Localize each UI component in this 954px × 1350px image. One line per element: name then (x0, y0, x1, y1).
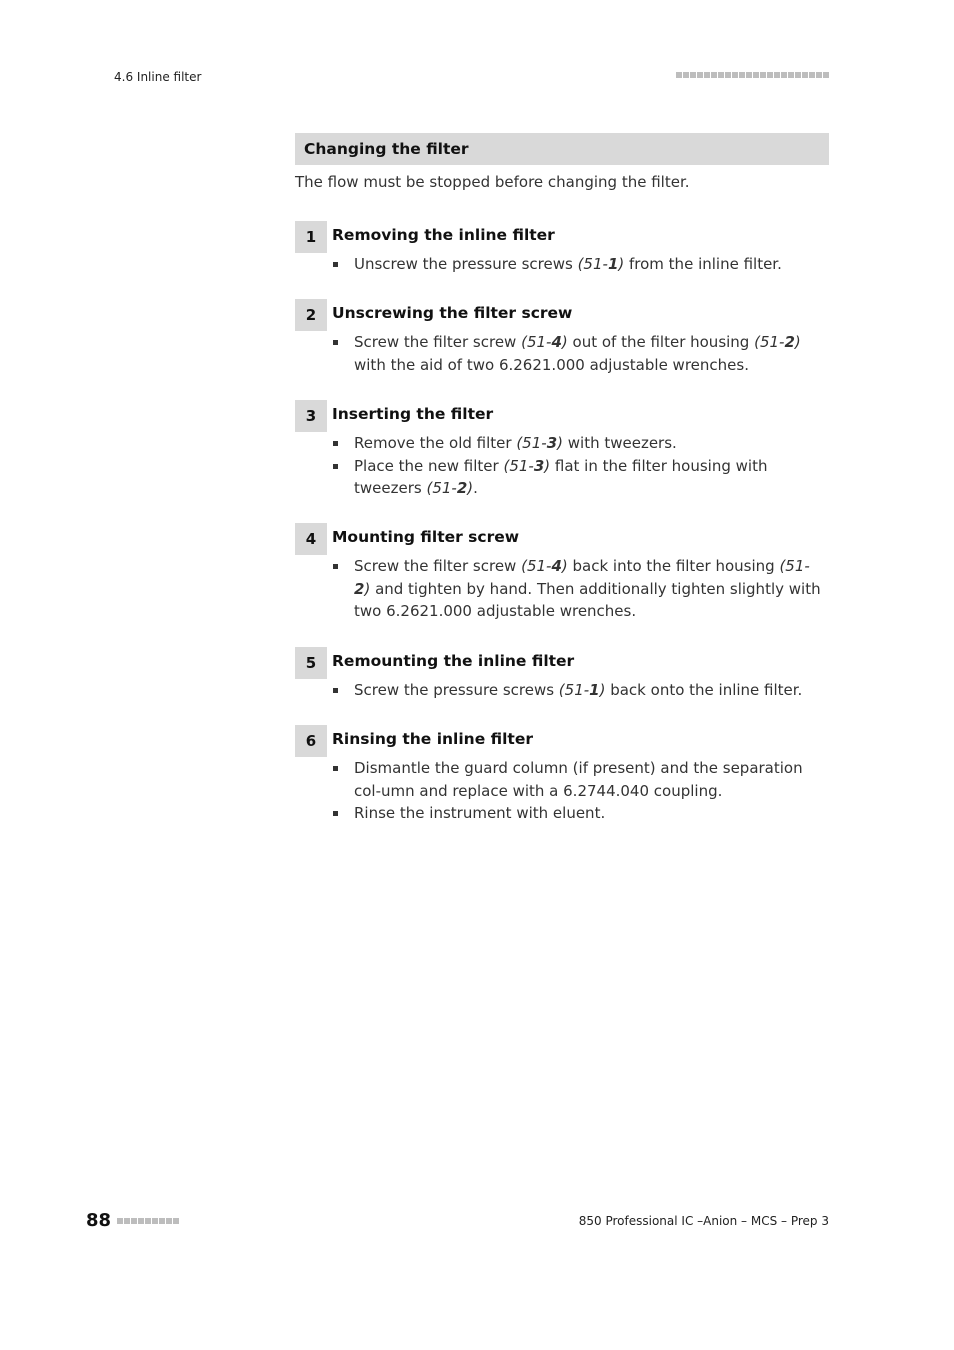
decor-square (732, 72, 738, 78)
running-header-section: 4.6 Inline filter (114, 70, 202, 84)
bullet-item: Rinse the instrument with eluent. (332, 802, 826, 825)
decor-square (809, 72, 815, 78)
step-bullets (332, 757, 826, 825)
figure-reference: (51-1) (577, 255, 625, 273)
decor-square (725, 72, 731, 78)
decor-square (774, 72, 780, 78)
decor-square (676, 72, 682, 78)
step-number: 6 (295, 725, 327, 757)
bullet-item: Screw the pressure screws (51-1) back onto the inline filter. (332, 679, 826, 702)
decor-square (131, 1218, 137, 1224)
step-bullets (332, 432, 826, 500)
step-title: Inserting the filter (332, 405, 494, 423)
bullet-square-icon (333, 564, 338, 569)
bullet-item: Screw the filter screw (51-4) back into the filter housing (51-2) and tighten by hand. Then additionally tighten slightly with two 6.2621.000 adjustable wrenches. (332, 555, 826, 623)
step-number: 3 (295, 400, 327, 432)
bullet-item: Dismantle the guard column (if present) and the separation col-umn and replace with a 6.2744.040 coupling. (332, 757, 826, 802)
decor-square (823, 72, 829, 78)
decor-square (159, 1218, 165, 1224)
decor-square (697, 72, 703, 78)
bullet-square-icon (333, 340, 338, 345)
step-title: Mounting filter screw (332, 528, 520, 546)
bullet-square-icon (333, 688, 338, 693)
bullet-item: Unscrew the pressure screws (51-1) from the inline filter. (332, 253, 826, 276)
decor-square (753, 72, 759, 78)
bullet-square-icon (333, 811, 338, 816)
bullet-square-icon (333, 766, 338, 771)
decor-square (795, 72, 801, 78)
decor-square (718, 72, 724, 78)
step-bullets (332, 555, 826, 623)
decor-square (816, 72, 822, 78)
decor-square (781, 72, 787, 78)
decor-square (704, 72, 710, 78)
step-title: Remounting the inline filter (332, 652, 575, 670)
decor-square (166, 1218, 172, 1224)
decor-square (138, 1218, 144, 1224)
step-title: Rinsing the inline filter (332, 730, 533, 748)
bullet-item: Screw the filter screw (51-4) out of the filter housing (51-2) with the aid of two 6.2621.000 adjustable wrenches. (332, 331, 826, 376)
step-number: 4 (295, 523, 327, 555)
decor-square (746, 72, 752, 78)
decor-square (711, 72, 717, 78)
decor-square (767, 72, 773, 78)
decor-square (690, 72, 696, 78)
step-bullets (332, 679, 826, 702)
decor-square (683, 72, 689, 78)
decor-square (152, 1218, 158, 1224)
bullet-square-icon (333, 262, 338, 267)
step-title: Removing the inline filter (332, 226, 555, 244)
figure-reference: (51-2) (426, 479, 474, 497)
decor-square (788, 72, 794, 78)
intro-text: The flow must be stopped before changing the filter. (295, 173, 690, 191)
figure-reference: (51-2) (754, 333, 801, 351)
step-number: 2 (295, 299, 327, 331)
figure-reference: (51-1) (558, 681, 606, 699)
step-bullets (332, 253, 826, 276)
header-decor-squares (676, 72, 829, 78)
page-footer-left (86, 1210, 179, 1231)
bullet-square-icon (333, 464, 338, 469)
bullet-item: Place the new filter (51-3) flat in the filter housing with tweezers (51-2). (332, 455, 826, 500)
figure-reference: (51-4) (521, 333, 568, 351)
figure-reference: (51-4) (521, 557, 568, 575)
step-number: 5 (295, 647, 327, 679)
step-number: 1 (295, 221, 327, 253)
decor-square (802, 72, 808, 78)
bullet-item: Remove the old filter (51-3) with tweezers. (332, 432, 826, 455)
bullet-square-icon (333, 441, 338, 446)
step-title: Unscrewing the filter screw (332, 304, 573, 322)
section-title: Changing the filter (295, 133, 829, 165)
step-bullets (332, 331, 826, 376)
decor-square (739, 72, 745, 78)
decor-square (760, 72, 766, 78)
page-number: 88 (86, 1210, 112, 1231)
decor-square (145, 1218, 151, 1224)
decor-square (124, 1218, 130, 1224)
figure-reference: (51-3) (516, 434, 563, 452)
footer-decor-squares (117, 1218, 179, 1224)
decor-square (173, 1218, 179, 1224)
figure-reference: (51-2) (354, 557, 810, 598)
footer-document-title: 850 Professional IC –Anion – MCS – Prep 3 (578, 1214, 829, 1228)
figure-reference: (51-3) (503, 456, 551, 475)
decor-square (117, 1218, 123, 1224)
